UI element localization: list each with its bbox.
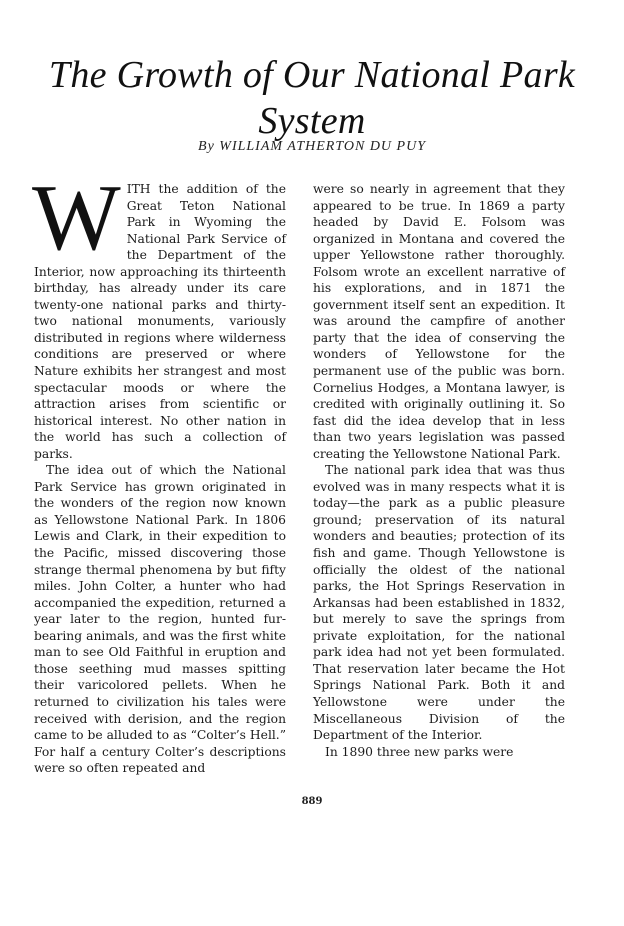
right-column (313, 181, 565, 760)
paragraph-4: The national park idea that was thus evolved was in many respects what it is today—the park as a public pleasure ground; preservation of its natural wonders and beauties; protection of its fish and game. Though Yellowstone is officially the oldest of the national parks, the Hot Springs Reservation in Arkansas had been established in 1832, but merely to save the springs from private exploitation, for the national park idea had not yet been formulated. That reservation later became the Hot Springs National Park. Both it and Yellowstone were under the Miscellaneous Division of the Department of the Interior. (313, 463, 565, 743)
page-number: 889 (301, 796, 323, 807)
article-title: The Growth of Our National Park System (48, 54, 576, 142)
paragraph-5: In 1890 three new parks were (325, 744, 514, 759)
left-column (32, 166, 286, 777)
paragraph-2: The idea out of which the National Park Service has grown originated in the wonders of the region now known as Yellowstone National Park. In 1806 Lewis and Clark, in their expedition to the Pacific, missed discovering those strange thermal phenomena by but fifty miles. John Colter, a hunter who had accompanied the expedition, returned a year later to the region, hunted fur-bearing animals, and was the first white man to see Old Faithful in eruption and those seething mud masses spitting their varicolored pellets. When he returned to civilization his tales were received with derision, and the region came to be alluded to as “Colter’s Hell.” For half a century Colter’s descriptions were so often repeated and (34, 463, 286, 776)
drop-cap: W (32, 166, 121, 270)
byline: By WILLIAM ATHERTON DU PUY (198, 139, 426, 154)
paragraph-3: were so nearly in agreement that they appeared to be true. In 1869 a party headed by David E. Folsom was organized in Montana and covered the upper Yellowstone rather thoroughly. Folsom wrote an excellent narrative of his explorations, and in 1871 the government itself sent an expedition. It was around the campfire of another party that the idea of conserving the wonders of Yellowstone for the permanent use of the public was born. Cornelius Hodges, a Montana lawyer, is credited with originally outlining it. So fast did the idea develop that in less than two years legislation was passed creating the Yellowstone National Park. (313, 182, 565, 461)
paragraph-1-text: ITH the addition of the Great Teton National Park in Wyoming the National Park Service of the Department of the Interior, now approaching its thirteenth birthday, has already under its care twenty-one national parks and thirty-two national monuments, variously distributed in regions where wilderness conditions are preserved or where Nature exhibits her strangest and most spectacular moods or where the attraction arises from scientific or historical interest. No other nation in the world has such a collection of parks. (34, 182, 286, 461)
paragraph-1 (32, 166, 286, 462)
